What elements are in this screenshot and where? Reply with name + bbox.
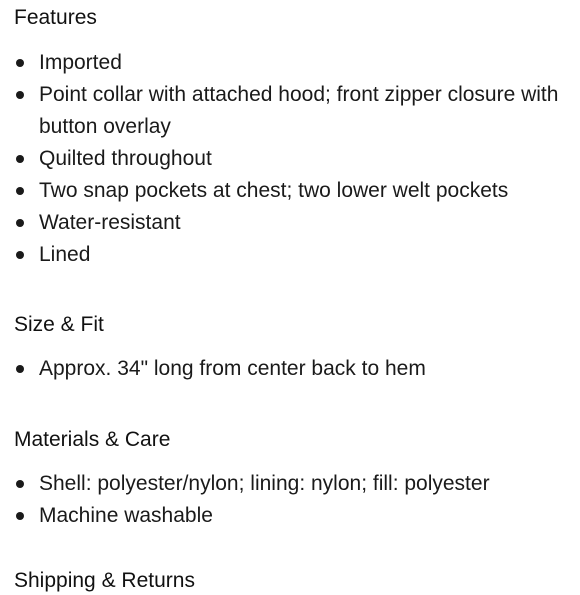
shipping-returns-heading: Shipping & Returns (14, 569, 195, 592)
bullet-icon (16, 251, 24, 259)
features-heading: Features (14, 6, 97, 29)
list-item (14, 175, 564, 207)
bullet-icon (16, 59, 24, 67)
bullet-icon (16, 365, 24, 373)
list-item (14, 353, 564, 385)
list-item-text: Shell: polyester/nylon; lining: nylon; fill: polyester (39, 472, 490, 495)
bullet-icon (16, 480, 24, 488)
bullet-icon (16, 187, 24, 195)
list-item-text: Imported (39, 51, 122, 74)
features-list (14, 47, 564, 271)
materials-care-heading: Materials & Care (14, 428, 171, 451)
materials-care-list (14, 468, 564, 532)
list-item-text: Point collar with attached hood; front zipper closure with button overlay (39, 83, 559, 138)
list-item-text: Lined (39, 243, 91, 266)
list-item-text: Machine washable (39, 504, 213, 527)
list-item-text: Two snap pockets at chest; two lower welt pockets (39, 179, 509, 202)
bullet-icon (16, 219, 24, 227)
list-item-text: Water-resistant (39, 211, 181, 234)
size-fit-heading: Size & Fit (14, 313, 104, 336)
list-item (14, 143, 564, 175)
list-item (14, 207, 564, 239)
list-item (14, 239, 564, 271)
size-fit-list (14, 353, 564, 385)
list-item (14, 500, 564, 532)
list-item-text: Approx. 34" long from center back to hem (39, 357, 426, 380)
bullet-icon (16, 155, 24, 163)
list-item (14, 79, 564, 143)
list-item (14, 468, 564, 500)
bullet-icon (16, 512, 24, 520)
bullet-icon (16, 91, 24, 99)
list-item (14, 47, 564, 79)
list-item-text: Quilted throughout (39, 147, 212, 170)
